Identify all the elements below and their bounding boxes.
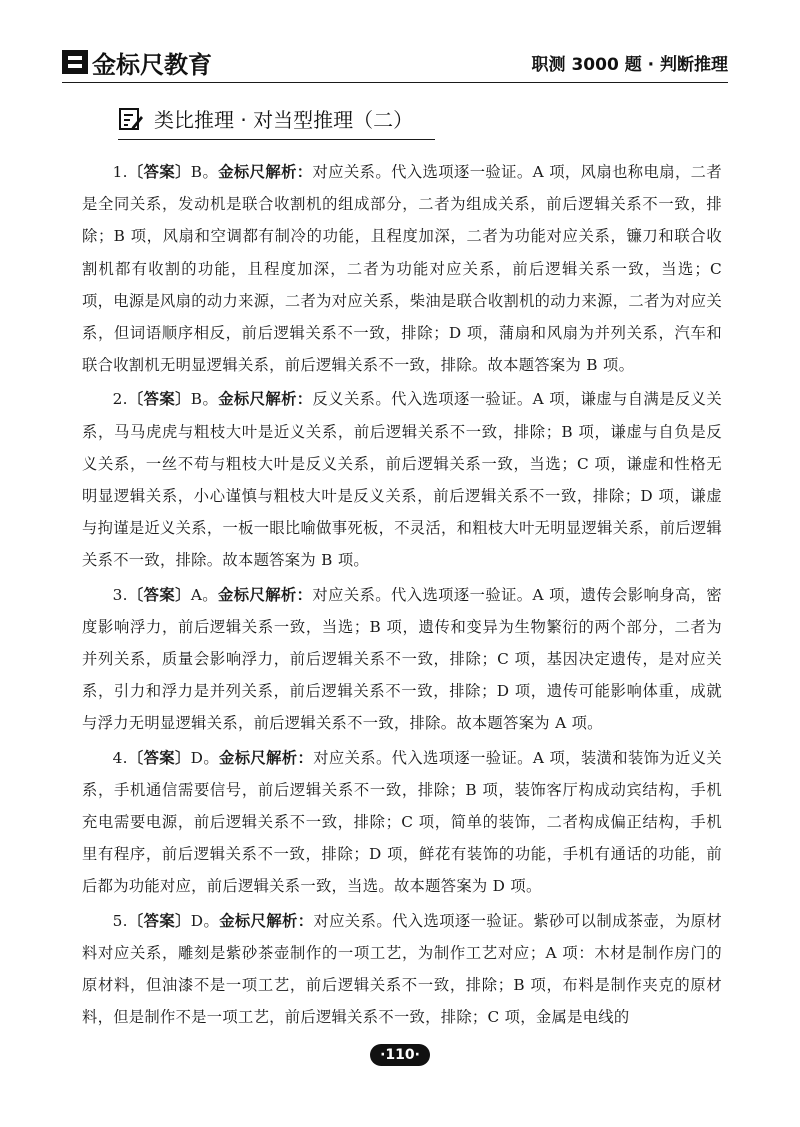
page-footer	[0, 1044, 800, 1066]
answer-item-2	[82, 383, 722, 576]
answer-label: 〔答案〕	[127, 585, 191, 604]
page-number: ·110·	[370, 1044, 430, 1066]
item-number: 1.	[112, 163, 128, 181]
answer-value: A。	[190, 585, 219, 604]
item-number: 3.	[112, 585, 128, 604]
answer-item-3	[82, 579, 722, 740]
item-number: 4.	[112, 748, 128, 767]
answer-item-5	[82, 905, 722, 1034]
answer-value: D。	[190, 748, 220, 767]
analysis-label: 金标尺解析：	[219, 911, 314, 930]
answer-value: D。	[190, 911, 220, 930]
analysis-label: 金标尺解析：	[218, 390, 313, 409]
answer-item-4	[82, 742, 722, 903]
answer-label: 〔答案〕	[127, 163, 191, 181]
answer-item-1	[82, 156, 722, 381]
book-icon	[62, 50, 88, 74]
analysis-text: 对应关系。代入选项逐一验证。A 项，遗传会影响身高，密度影响浮力，前后逻辑关系一致，当选；B 项，遗传和变异为生物繁衍的两个部分，二者为并列关系，质量会影响浮力，前后逻辑关系不一致，排除；C 项，基因决定遗传，是对应关系，引力和浮力是并列关系，前后逻辑关系不一致，排除；D 项，遗传可能影响体重，成就与浮力无明显逻辑关系，前后逻辑关系不一致，排除。故本题答案为 A 项。	[82, 585, 722, 733]
item-number: 2.	[112, 390, 128, 409]
edit-note-icon	[118, 106, 144, 132]
item-number: 5.	[112, 911, 128, 930]
section-title: 类比推理 · 对当型推理（二）	[154, 108, 414, 132]
brand-name: 金标尺教育	[92, 50, 212, 79]
analysis-text: 反义关系。代入选项逐一验证。A 项，谦虚与自满是反义关系，马马虎虎与粗枝大叶是近义关系，前后逻辑关系不一致，排除；B 项，谦虚与自负是反义关系，一丝不苟与粗枝大叶是反义关系，前后逻辑关系一致，当选；C 项，谦虚和性格无明显逻辑关系，小心谨慎与粗枝大叶是反义关系，前后逻辑关系不一致，排除；D 项，谦虚与拘谨是近义关系，一板一眼比喻做事死板，不灵活，和粗枝大叶无明显逻辑关系，前后逻辑关系不一致，排除。故本题答案为 B 项。	[82, 390, 723, 570]
brand-logo	[62, 45, 212, 80]
analysis-text: 对应关系。代入选项逐一验证。A 项，装潢和装饰为近义关系，手机通信需要信号，前后逻辑关系不一致，排除；B 项，装饰客厅构成动宾结构，手机充电需要电源，前后逻辑关系不一致，排除；C 项，简单的装饰，二者构成偏正结构，手机里有程序，前后逻辑关系不一致，排除；D 项，鲜花有装饰的功能，手机有通话的功能，前后都为功能对应，前后逻辑关系一致，当选。故本题答案为 D 项。	[82, 748, 722, 896]
analysis-label: 金标尺解析：	[218, 163, 313, 181]
analysis-text: 对应关系。代入选项逐一验证。紫砂可以制成茶壶，为原材料对应关系，雕刻是紫砂茶壶制作的一项工艺，为制作工艺对应；A 项：木材是制作房门的原材料，但油漆不是一项工艺，前后逻辑关系不一致，排除；B 项，布料是制作夹克的原材料，但是制作不是一项工艺，前后逻辑关系不一致，排除；C 项，金属是电线的	[82, 911, 722, 1027]
book-title: 职测 3000 题 · 判断推理	[531, 54, 728, 75]
section-heading	[118, 104, 435, 140]
answer-label: 〔答案〕	[127, 390, 191, 409]
answer-value: B。	[190, 390, 219, 409]
analysis-label: 金标尺解析：	[219, 748, 314, 767]
answer-content	[82, 156, 722, 1035]
answer-label: 〔答案〕	[127, 911, 191, 930]
answer-value: B。	[190, 163, 219, 181]
page-header	[62, 42, 728, 83]
analysis-text: 对应关系。代入选项逐一验证。A 项，风扇也称电扇，二者是全同关系，发动机是联合收割机的组成部分，二者为组成关系，前后逻辑关系不一致，排除；B 项，风扇和空调都有制冷的功能，且程度加深，二者为功能对应关系，镰刀和联合收割机都有收割的功能，且程度加深，二者为功能对应关系，前后逻辑关系一致，当选；C 项，电源是风扇的动力来源，二者为对应关系，柴油是联合收割机的动力来源，二者为对应关系，但词语顺序相反，前后逻辑关系不一致，排除；D 项，蒲扇和风扇为并列关系，汽车和联合收割机无明显逻辑关系，前后逻辑关系不一致，排除。故本题答案为 B 项。	[82, 163, 723, 375]
analysis-label: 金标尺解析：	[218, 585, 313, 604]
answer-label: 〔答案〕	[127, 748, 191, 767]
